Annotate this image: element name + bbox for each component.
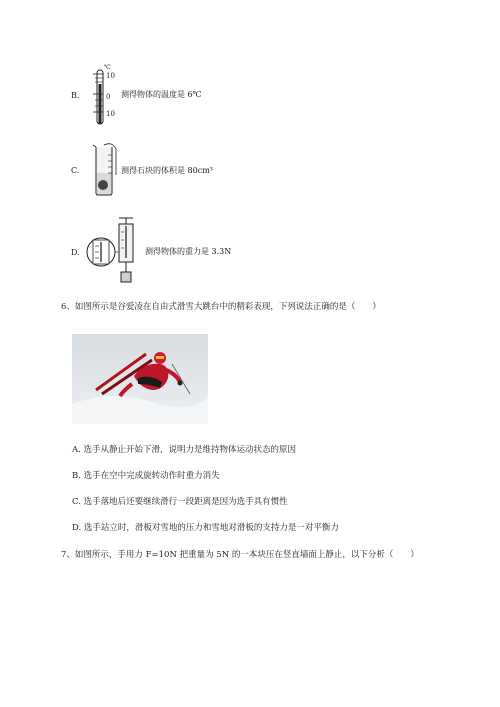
option-d-letter: D.: [71, 248, 80, 257]
graduated-cylinder-icon: [92, 145, 118, 197]
spring-scale-icon: [83, 218, 143, 288]
option-c-text: 测得石块的体积是 80cm³: [121, 166, 213, 175]
question-6-stem: 6、如图所示是谷爱凌在自由式滑雪大跳台中的精彩表现，下列说法正确的是（ ）: [61, 302, 381, 312]
thermometer-tick-top: 10: [106, 72, 115, 80]
skier-photo: [72, 334, 208, 424]
question-6-option-b: B. 选手在空中完成旋转动作时重力消失: [72, 471, 220, 481]
option-b-letter: B.: [71, 91, 80, 100]
question-7-stem: 7、如图所示，手用力 F=10N 把重量为 5N 的一本块压在竖直墙面上静止，以下分析（ ）: [61, 550, 419, 560]
thermometer-unit: ℃: [104, 64, 111, 71]
question-6-option-c: C. 选手落地后还要继续滑行一段距离是因为选手具有惯性: [72, 497, 288, 507]
thermometer-tick-bottom: 10: [106, 110, 115, 118]
thermometer-icon: [90, 66, 110, 126]
question-6-option-a: A. 选手从静止开始下滑，说明力是维持物体运动状态的原因: [72, 445, 297, 455]
thermometer-tick-mid: 0: [106, 93, 111, 101]
option-b-text: 测得物体的温度是 6℃: [121, 90, 202, 99]
option-d-text: 测得物体的重力是 3.3N: [145, 247, 232, 256]
option-c-letter: C.: [71, 166, 80, 175]
question-6-option-d: D. 选手站立时，滑板对雪地的压力和雪地对滑板的支持力是一对平衡力: [72, 523, 339, 533]
